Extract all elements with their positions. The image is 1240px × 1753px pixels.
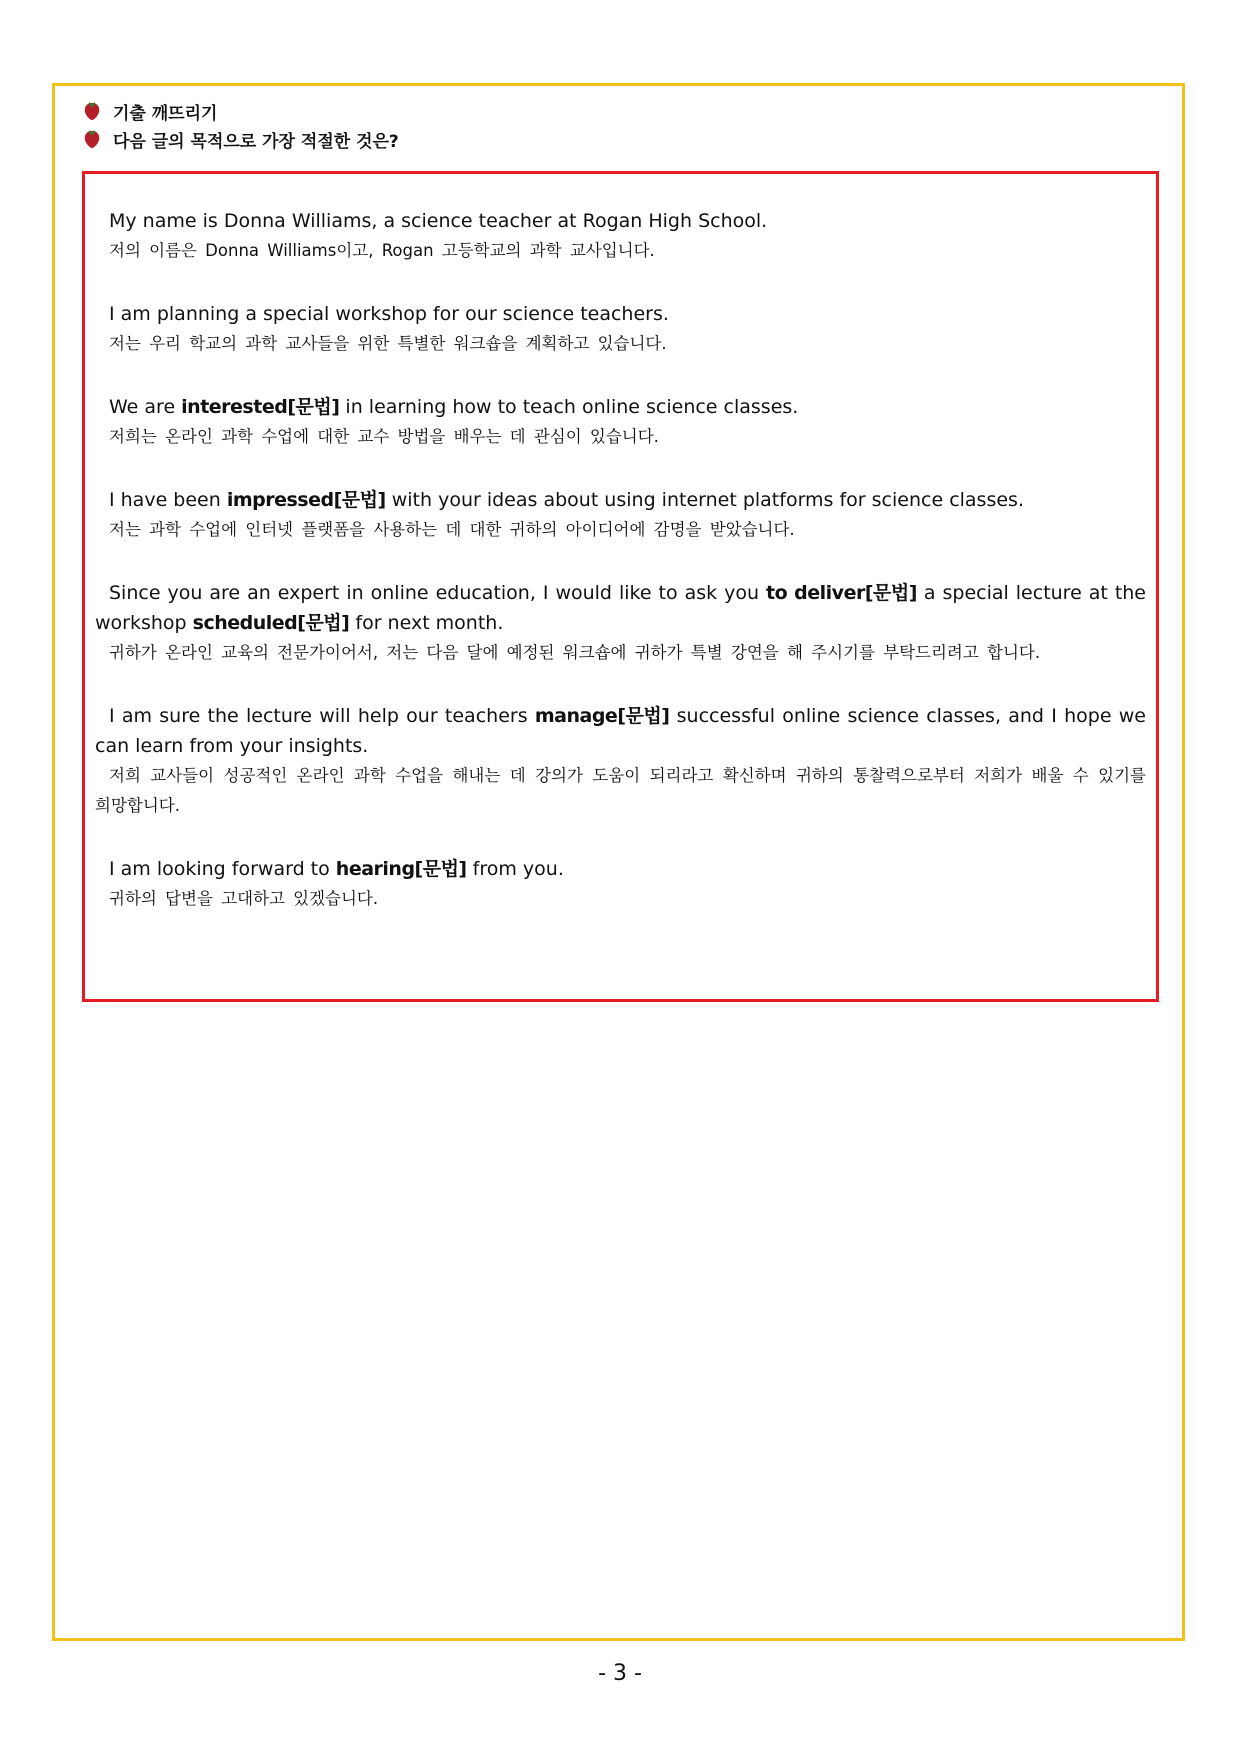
sentence-pair (95, 485, 1146, 545)
english-sentence: I am looking forward to hearing[문법] from you. (109, 858, 564, 880)
korean-translation: 귀하가 온라인 교육의 전문가이어서, 저는 다음 달에 예정된 워크숍에 귀하가 특별 강연을 해 주시기를 부탁드리려고 합니다. (109, 643, 1041, 662)
english-sentence: I have been impressed[문법] with your ideas about using internet platforms for science classes. (109, 489, 1024, 511)
english-sentence: I am sure the lecture will help our teachers manage[문법] successful online science classes, and I hope we can learn from your insights. (95, 705, 1147, 757)
grammar-point: manage[문법] (534, 705, 670, 727)
sentence-pair (95, 299, 1146, 359)
section-label: 기출 깨뜨리기 (113, 103, 218, 124)
sentence-pair (95, 206, 1146, 266)
korean-translation: 저는 과학 수업에 인터넷 플랫폼을 사용하는 데 대한 귀하의 아이디어에 감명을 받았습니다. (109, 520, 795, 539)
english-sentence: I am planning a special workshop for our science teachers. (109, 303, 669, 325)
passage-box (82, 171, 1159, 1002)
sentence-pair (95, 701, 1146, 821)
grammar-point: impressed[문법] (226, 489, 386, 511)
grammar-point: scheduled[문법] (192, 612, 350, 634)
korean-translation: 저희는 온라인 과학 수업에 대한 교수 방법을 배우는 데 관심이 있습니다. (109, 427, 659, 446)
grammar-point: hearing[문법] (335, 858, 467, 880)
korean-translation: 저희 교사들이 성공적인 온라인 과학 수업을 해내는 데 강의가 도움이 되리라고 확신하며 귀하의 통찰력으로부터 저희가 배울 수 있기를 희망합니다. (95, 766, 1146, 815)
sentence-pair (95, 854, 1146, 914)
question-text: 다음 글의 목적으로 가장 적절한 것은? (113, 131, 399, 152)
english-sentence: Since you are an expert in online education, I would like to ask you to deliver[문법] a special lecture at the workshop scheduled[문법] for next month. (95, 582, 1146, 634)
korean-translation: 귀하의 답변을 고대하고 있겠습니다. (109, 889, 379, 908)
english-sentence: We are interested[문법] in learning how to teach online science classes. (109, 396, 799, 418)
question-heading (83, 126, 399, 152)
english-sentence: My name is Donna Williams, a science teacher at Rogan High School. (109, 210, 768, 232)
sentence-pair (95, 578, 1146, 668)
korean-translation: 저는 우리 학교의 과학 교사들을 위한 특별한 워크숍을 계획하고 있습니다. (109, 334, 667, 353)
grammar-point: to deliver[문법] (765, 582, 917, 604)
page-number: - 3 - (598, 1661, 642, 1686)
sentence-pair (95, 392, 1146, 452)
strawberry-bullet-icon (83, 129, 101, 149)
section-heading (83, 98, 217, 124)
grammar-point: interested[문법] (181, 396, 340, 418)
korean-translation: 저의 이름은 Donna Williams이고, Rogan 고등학교의 과학 교사입니다. (109, 241, 655, 260)
strawberry-bullet-icon (83, 101, 101, 121)
